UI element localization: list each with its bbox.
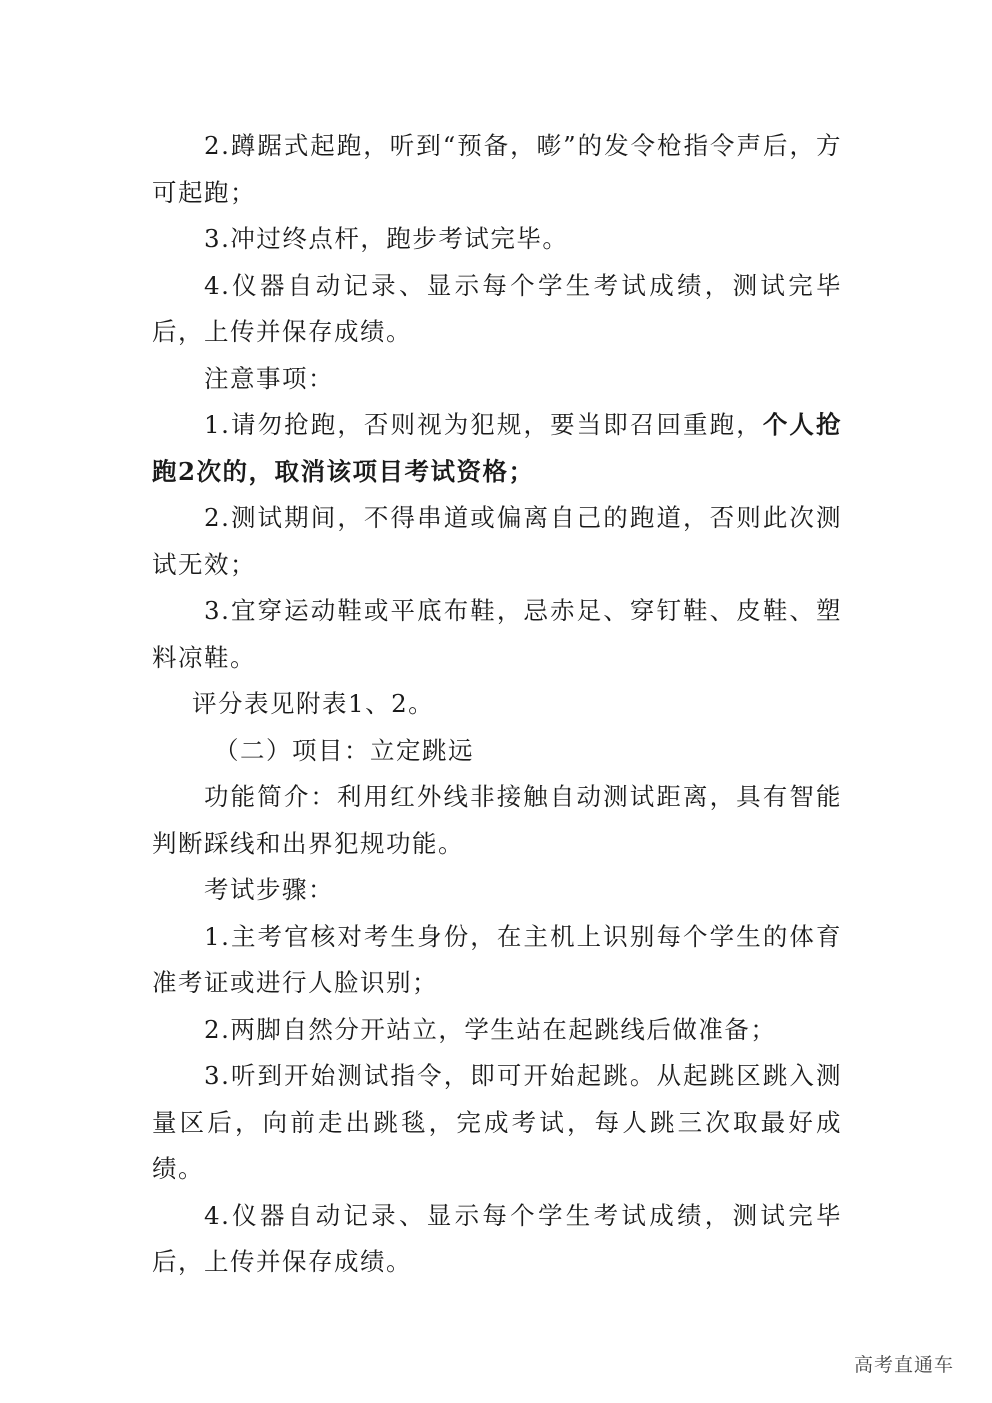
paragraph-scoring-table: 评分表见附表1、2。 — [192, 689, 435, 718]
paragraph-identity-check: 1.主考官核对考生身份，在主机上识别每个学生的体育准考证或进行人脸识别； — [152, 921, 842, 997]
document-body — [152, 123, 842, 1286]
paragraph-exam-steps-heading: 考试步骤： — [204, 875, 334, 904]
paragraph-finish-line: 3.冲过终点杆，跑步考试完毕。 — [204, 224, 569, 253]
false-start-penalty-text: 个人抢跑2次的，取消该项目考试资格； — [152, 410, 843, 486]
paragraph-start-procedure: 2.蹲踞式起跑，听到“预备，嘭”的发令枪指令声后，方可起跑； — [152, 131, 842, 207]
paragraph-jump-procedure: 3.听到开始测试指令，即可开始起跳。从起跳区跳入测量区后，向前走出跳毯，完成考试，每人跳三次取最好成绩。 — [152, 1061, 842, 1183]
paragraph-record-results: 4.仪器自动记录、显示每个学生考试成绩，测试完毕后，上传并保存成绩。 — [152, 270, 842, 346]
watermark: 高考直通车 — [854, 1354, 955, 1376]
false-start-text: 1.请勿抢跑，否则视为犯规，要当即召回重跑， — [204, 410, 763, 439]
paragraph-stance: 2.两脚自然分开站立，学生站在起跳线后做准备； — [204, 1014, 777, 1044]
paragraph-shoes-rule: 3.宜穿运动鞋或平底布鞋，忌赤足、穿钉鞋、皮鞋、塑料凉鞋。 — [152, 596, 842, 672]
section-heading-standing-long-jump: （二）项目：立定跳远 — [214, 735, 474, 765]
paragraph-record-results-jump: 4.仪器自动记录、显示每个学生考试成绩，测试完毕后，上传并保存成绩。 — [152, 1200, 842, 1276]
paragraph-notes-heading: 注意事项： — [204, 363, 334, 393]
paragraph-false-start — [152, 402, 842, 495]
paragraph-function-intro: 功能简介：利用红外线非接触自动测试距离，具有智能判断踩线和出界犯规功能。 — [152, 782, 842, 858]
paragraph-lane-rule: 2.测试期间，不得串道或偏离自己的跑道，否则此次测试无效； — [152, 503, 842, 579]
